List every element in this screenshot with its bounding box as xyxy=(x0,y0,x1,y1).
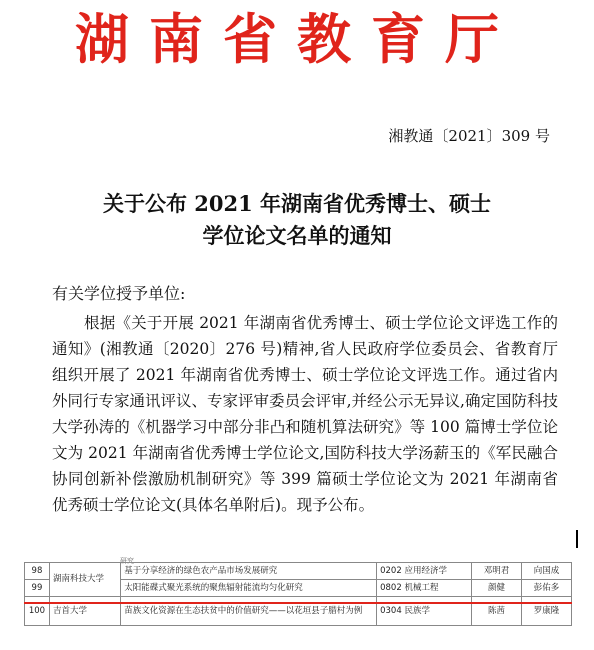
author-cell: 邓明君 xyxy=(472,563,522,580)
row-number: 100 xyxy=(25,597,50,626)
advisor-cell: 彭佑多 xyxy=(522,580,572,597)
notice-title-line-2: 学位论文名单的通知 xyxy=(202,223,392,248)
thesis-title-cell: 基于分享经济的绿色农产品市场发展研究 xyxy=(121,563,377,580)
author-cell: 陈茜 xyxy=(472,597,522,626)
notice-title-line-1: 关于公布 2021 年湖南省优秀博士、硕士 xyxy=(102,191,492,216)
school-cell: 吉首大学 xyxy=(49,597,120,626)
row-number: 98 xyxy=(25,563,50,580)
table-row xyxy=(25,597,572,626)
thesis-title-cell: 太阳能碟式聚光系统的聚焦辐射能流均匀化研究 xyxy=(121,580,377,597)
school-cell: 湖南科技大学 xyxy=(49,563,120,597)
body-paragraph: 根据《关于开展 2021 年湖南省优秀博士、硕士学位论文评选工作的通知》(湘教通〔2020〕276 号)精神,省人民政府学位委员会、省教育厅组织开展了 2021 年湖南省优秀博士、硕士学位论文评选工作。通过省内外同行专家通讯评议、专家评审委员会评审,并经公示无异议,确定国防科技大学孙涛的《机器学习中部分非凸和随机算法研究》等 100 篇博士学位论文为 2021 年湖南省优秀博士学位论文,国防科技大学汤薪玉的《军民融合协同创新补偿激励机制研究》等 399 篇硕士学位论文为 2021 年湖南省优秀硕士学位论文(具体名单附后)。现予公布。 xyxy=(52,314,558,514)
table-partial-row-text: 研究 xyxy=(120,557,134,565)
advisor-cell: 向国成 xyxy=(522,563,572,580)
major-cell: 0802 机械工程 xyxy=(377,580,472,597)
red-divider-line xyxy=(24,602,572,604)
thesis-title-cell: 苗族文化资源在生态扶贫中的价值研究——以花垣县子腊村为例 xyxy=(121,597,377,626)
table-row xyxy=(25,563,572,580)
list-table xyxy=(24,562,572,626)
row-number: 99 xyxy=(25,580,50,597)
document-number: 湘教通〔2021〕309 号 xyxy=(388,127,550,145)
advisor-cell: 罗康隆 xyxy=(522,597,572,626)
masthead-title: 湖南省教育厅 xyxy=(75,7,519,71)
salutation: 有关学位授予单位: xyxy=(52,284,186,303)
text-cursor xyxy=(576,530,578,548)
author-cell: 颜健 xyxy=(472,580,522,597)
major-cell: 0202 应用经济学 xyxy=(377,563,472,580)
major-cell: 0304 民族学 xyxy=(377,597,472,626)
